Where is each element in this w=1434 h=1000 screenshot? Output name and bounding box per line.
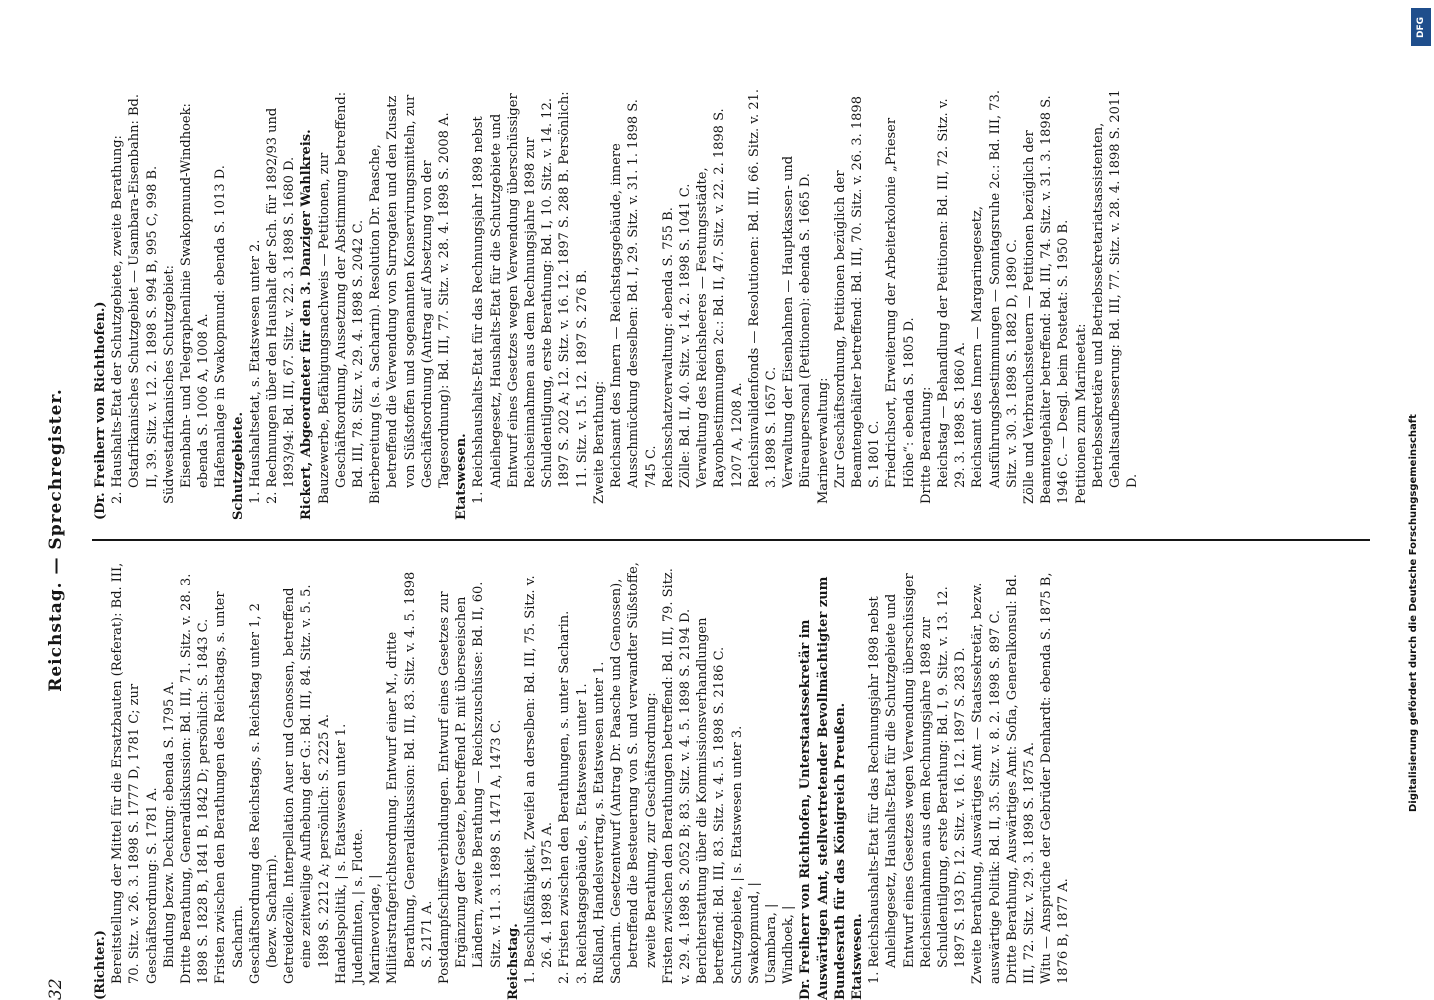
register-entry: Reichsamt des Innern — Margarinegesetz, Ausführungsbestimmungen — Sonntagsruhe 2c.: Bd. III, 73. Sitz. v. 30. 3. 1898 S. 1882 D, 1890 C.: [970, 90, 1020, 488]
register-heading: Reichstag.: [505, 923, 521, 1000]
register-entry: Bereitstellung der Mittel für die Ersatzbauten (Referat): Bd. III, 70. Sitz. v. 26. 3. 1898 S. 1777 D, 1781 C; zur Geschäftsordnung: S. 1781 A.: [110, 562, 160, 984]
register-entry: 1. Reichshaushalts-Etat für das Rechnungsjahr 1898 nebst Anleihegesetz, Haushalts-Etat für die Schutzgebiete und Entwurf eines Gesetzes wegen Verwendung überschüssiger Reichseinnahmen aus dem Rechnungsjahre 1898 zur Schuldentilgung, erste Berathung: Bd. I, 10. Sitz. v. 14. 12. 1897 S. 202 A; 12. Sitz. v. 16. 12. 1897 S. 288 B. Persönlich: 11. Sitz. v. 15. 12. 1897 S. 276 B.: [471, 91, 590, 504]
register-heading: Dr. Freiherr von Richthofen, Unterstaatssekretär im Auswärtigen Amt, stellvertretender Bevollmächtigter zum Bundesrath für das Königreich Preußen.: [798, 576, 848, 1000]
register-entry: 1. Reichshaushalts-Etat für das Rechnungsjahr 1898 nebst Anleihegesetz, Haushalts-Etat für die Schutzgebiete und Entwurf eines Gesetzes wegen Verwendung überschüssiger Reichseinnahmen aus dem Rechnungsjahre 1898 zur Schuldentilgung, erste Berathung: Bd. I, 9. Sitz. v. 13. 12. 1897 S. 193 D; 12. Sitz. v. 16. 12. 1897 S. 283 D.: [867, 573, 969, 984]
register-entry: Bindung bezw. Deckung: ebenda S. 1795 A.: [161, 681, 177, 968]
register-entry: Schutzgebiete, | s. Etatswesen unter 3.: [729, 725, 745, 984]
register-entry: Bierbereitung (s. a. Sacharin). Resolution Dr. Paasche, betreffend die Verwendung von Surrogaten und den Zusatz von Süßstoffen und sogenannten Konservirungsmitteln, zur Geschäftsordnung (Antrag auf Absetzung von der Tagesordnung): Bd. III, 77. Sitz. v. 28. 4. 1898 S. 2008 A.: [368, 94, 453, 504]
right-column: [92, 80, 1370, 520]
funding-note: Digitalisierung gefördert durch die Deutsche Forschungsgemeinschaft: [1408, 414, 1419, 812]
register-entry: Zölle: Bd. II, 40. Sitz. v. 14. 2. 1898 S. 1041 C.: [677, 183, 693, 488]
register-entry: Dritte Berathung, Generaldiskussion: Bd. III, 71. Sitz. v. 28. 3. 1898 S. 1828 B, 1841 B, 1842 D; persönlich: S. 1843 C.: [179, 573, 212, 984]
register-entry: Marinevorlage, |: [368, 874, 384, 984]
dfg-sidebar: [1406, 8, 1434, 992]
register-heading: (Richter.): [93, 930, 108, 1000]
register-entry: Reichsinvalidenfonds — Resolutionen: Bd. III, 66. Sitz. v. 21. 3. 1898 S. 1657 C.: [746, 89, 779, 488]
register-entry: Getreidezölle. Interpellation Auer und Genossen, betreffend eine zeitweilige Aufhebung der G.: Bd. III, 84. Sitz. v. 5. 5. 1898 S. 2212 A; persönlich: S. 2225 A.: [282, 584, 332, 984]
register-page: [40, 80, 1370, 1000]
register-entry: Petitionen zum Marineetat:: [1073, 323, 1089, 504]
register-entry: Rußland, Handelsvertrag, s. Etatswesen unter 1.: [591, 661, 607, 984]
register-entry: Verwaltung des Reichsheeres — Festungsstädte, Rayonbestimmungen 2c.: Bd. II, 47. Sitz. v. 22. 2. 1898 S. 1207 A, 1208 A.: [695, 108, 745, 488]
register-entry: Hafenanlage in Swakopmund: ebenda S. 1013 D.: [213, 165, 229, 488]
register-entry: Usambara, |: [763, 903, 779, 984]
register-heading: Schutzgebiete.: [230, 411, 246, 520]
register-entry: Zur Geschäftsordnung, Petitionen bezüglich der Beamtengehälter betreffend: Bd. III, 70. Sitz. v. 26. 3. 1898 S. 1801 C.: [832, 96, 883, 488]
register-entry: Reichsschatzverwaltung: ebenda S. 755 B.: [660, 207, 676, 488]
register-entry: 1. Haushaltsetat, s. Etatswesen unter 2.: [247, 239, 263, 504]
register-entry: Postdampfschiffsverbindungen. Entwurf eines Gesetzes zur Ergänzung der Gesetze, betreffend P. mit überseeischen Ländern, zweite Berathung — Reichszuschüsse: Bd. II, 60. Sitz. v. 11. 3. 1898 S. 1471 A, 1473 C.: [437, 581, 504, 984]
register-entry: Windhoek, |: [781, 905, 797, 984]
register-entry: Reichstag — Behandlung der Petitionen: Bd. III, 72. Sitz. v. 29. 3. 1898 S. 1860 A.: [935, 98, 969, 488]
register-entry: Dritte Berathung, Auswärtiges Amt: Sofia, Generalkonsul: Bd. III, 72. Sitz. v. 29. 3. 1898 S. 1875 A.: [1004, 574, 1037, 984]
page-header: [40, 80, 80, 1000]
register-entry: Militärstrafgerichtsordnung. Entwurf einer M., dritte Berathung, Generaldiskussion: Bd. III, 83. Sitz. v. 4. 5. 1898 S. 2171 A.: [385, 571, 435, 984]
register-heading: Etatswesen.: [849, 913, 865, 1000]
register-entry: 3. Reichstagsgebäude, s. Etatswesen unter 1.: [574, 683, 590, 984]
register-entry: Handelspolitik, | s. Etatswesen unter 1.: [333, 723, 349, 984]
register-entry: Südwestafrikanisches Schutzgebiet:: [161, 264, 177, 504]
register-entry: Zweite Berathung, Auswärtiges Amt — Staatssekretär, bezw. auswärtige Politik: Bd. II, 35. Sitz. v. 8. 2. 1898 S. 897 C.: [970, 582, 1003, 984]
register-entry: Fristen zwischen den Berathungen des Reichstags, s. unter Sacharin.: [213, 591, 246, 984]
register-entry: 2. Fristen zwischen den Berathungen, s. unter Sacharin.: [557, 610, 573, 984]
register-entry: 2. Haushalts-Etat der Schutzgebiete, zweite Berathung: Ostafrikanisches Schutzgebiet — Usambara-Eisenbahn: Bd. II, 39. Sitz. v. 12. 2. 1898 S. 994 B, 995 C, 998 B.: [110, 93, 160, 504]
register-entry: Berichterstattung über die Kommissionsverhandlungen betreffend: Bd. III, 83. Sitz. v. 4. 5. 1898 S. 2186 C.: [695, 617, 728, 984]
register-entry: Eisenbahn- und Telegraphenlinie Swakopmund-Windhoek: ebenda S. 1006 A, 1008 A.: [179, 103, 212, 488]
dfg-logo: DFG: [1411, 8, 1431, 46]
left-column: [92, 560, 1370, 1000]
register-entry: Fristen zwischen den Berathungen betreffend: Bd. III, 79. Sitz. v. 29. 4. 1898 S. 2052 B; 83. Sitz. v. 4. 5. 1898 S. 2194 D.: [660, 568, 693, 984]
register-entry: 2. Rechnungen über den Haushalt der Sch. für 1892/93 und 1893/94: Bd. III, 67. Sitz. v. 22. 3. 1898 S. 1680 D.: [265, 107, 298, 504]
page-number: 32: [46, 978, 66, 1000]
register-entry: Dritte Berathung:: [918, 386, 934, 504]
register-entry: Bauzewerbe, Befähigungsnachweis — Petitionen, zur Geschäftsordnung, Aussetzung der Abstimmung betreffend: Bd. III, 78. Sitz. v. 29. 4. 1898 S. 2042 C.: [316, 91, 367, 504]
register-entry: Verwaltung der Eisenbahnen — Hauptkassen- und Büreaupersonal (Petitionen): ebenda S. 1665 D.: [781, 155, 814, 488]
register-entry: Judenflinten, | s. Flotte.: [351, 828, 367, 984]
register-entry: Betriebssekretäre und Betriebssekretariatsassistenten, Gehaltsaufbesserung: Bd. III, 77. Sitz. v. 28. 4. 1898 S. 2011 D.: [1090, 89, 1141, 488]
register-entry: Reichsamt des Innern — Reichstagsgebäude, innere Ausschmückung desselben: Bd. I, 29. Sitz. v. 31. 1. 1898 S. 745 C.: [609, 99, 659, 488]
register-entry: Witu — Ansprüche der Gebrüder Denhardt: ebenda S. 1875 B, 1876 B, 1877 A.: [1039, 572, 1072, 984]
register-entry: Swakopmund, |: [746, 882, 762, 984]
column-divider: [92, 539, 1370, 541]
register-entry: Geschäftsordnung des Reichstags, s. Reichstag unter 1, 2 (bezw. Sacharin).: [247, 603, 281, 984]
register-entry: Zölle und Verbrauchssteuern — Petitionen bezüglich der Beamtengehälter betreffend: Bd. III, 74. Sitz. v. 31. 3. 1898 S. 1946 C. — Desgl. beim Postetat: S. 1950 B.: [1021, 95, 1072, 504]
register-heading: (Dr. Freiherr von Richthofen.): [93, 301, 108, 520]
register-entry: Zweite Berathung:: [591, 380, 607, 504]
register-heading: Etatswesen.: [454, 433, 470, 520]
register-entry: 1. Beschlußfähigkeit, Zweifel an derselben: Bd. III, 75. Sitz. v. 26. 4. 1898 S. 1975 A.: [523, 575, 556, 984]
register-heading: Rickert, Abgeordneter für den 3. Danziger Wahlkreis.: [299, 129, 315, 520]
register-entry: Marineverwaltung:: [815, 377, 831, 504]
page-title: Reichstag. — Sprechregister.: [46, 388, 66, 692]
register-entry: Friedrichsort, Erweiterung der Arbeiterkolonie „Prieser Höhe“: ebenda S. 1805 D.: [884, 117, 917, 488]
register-entry: Sacharin. Gesetzentwurf (Antrag Dr. Paasche und Genossen), betreffend die Besteuerung von S. und verwandter Süßstoffe, zweite Berathung, zur Geschäftsordnung:: [609, 562, 659, 984]
